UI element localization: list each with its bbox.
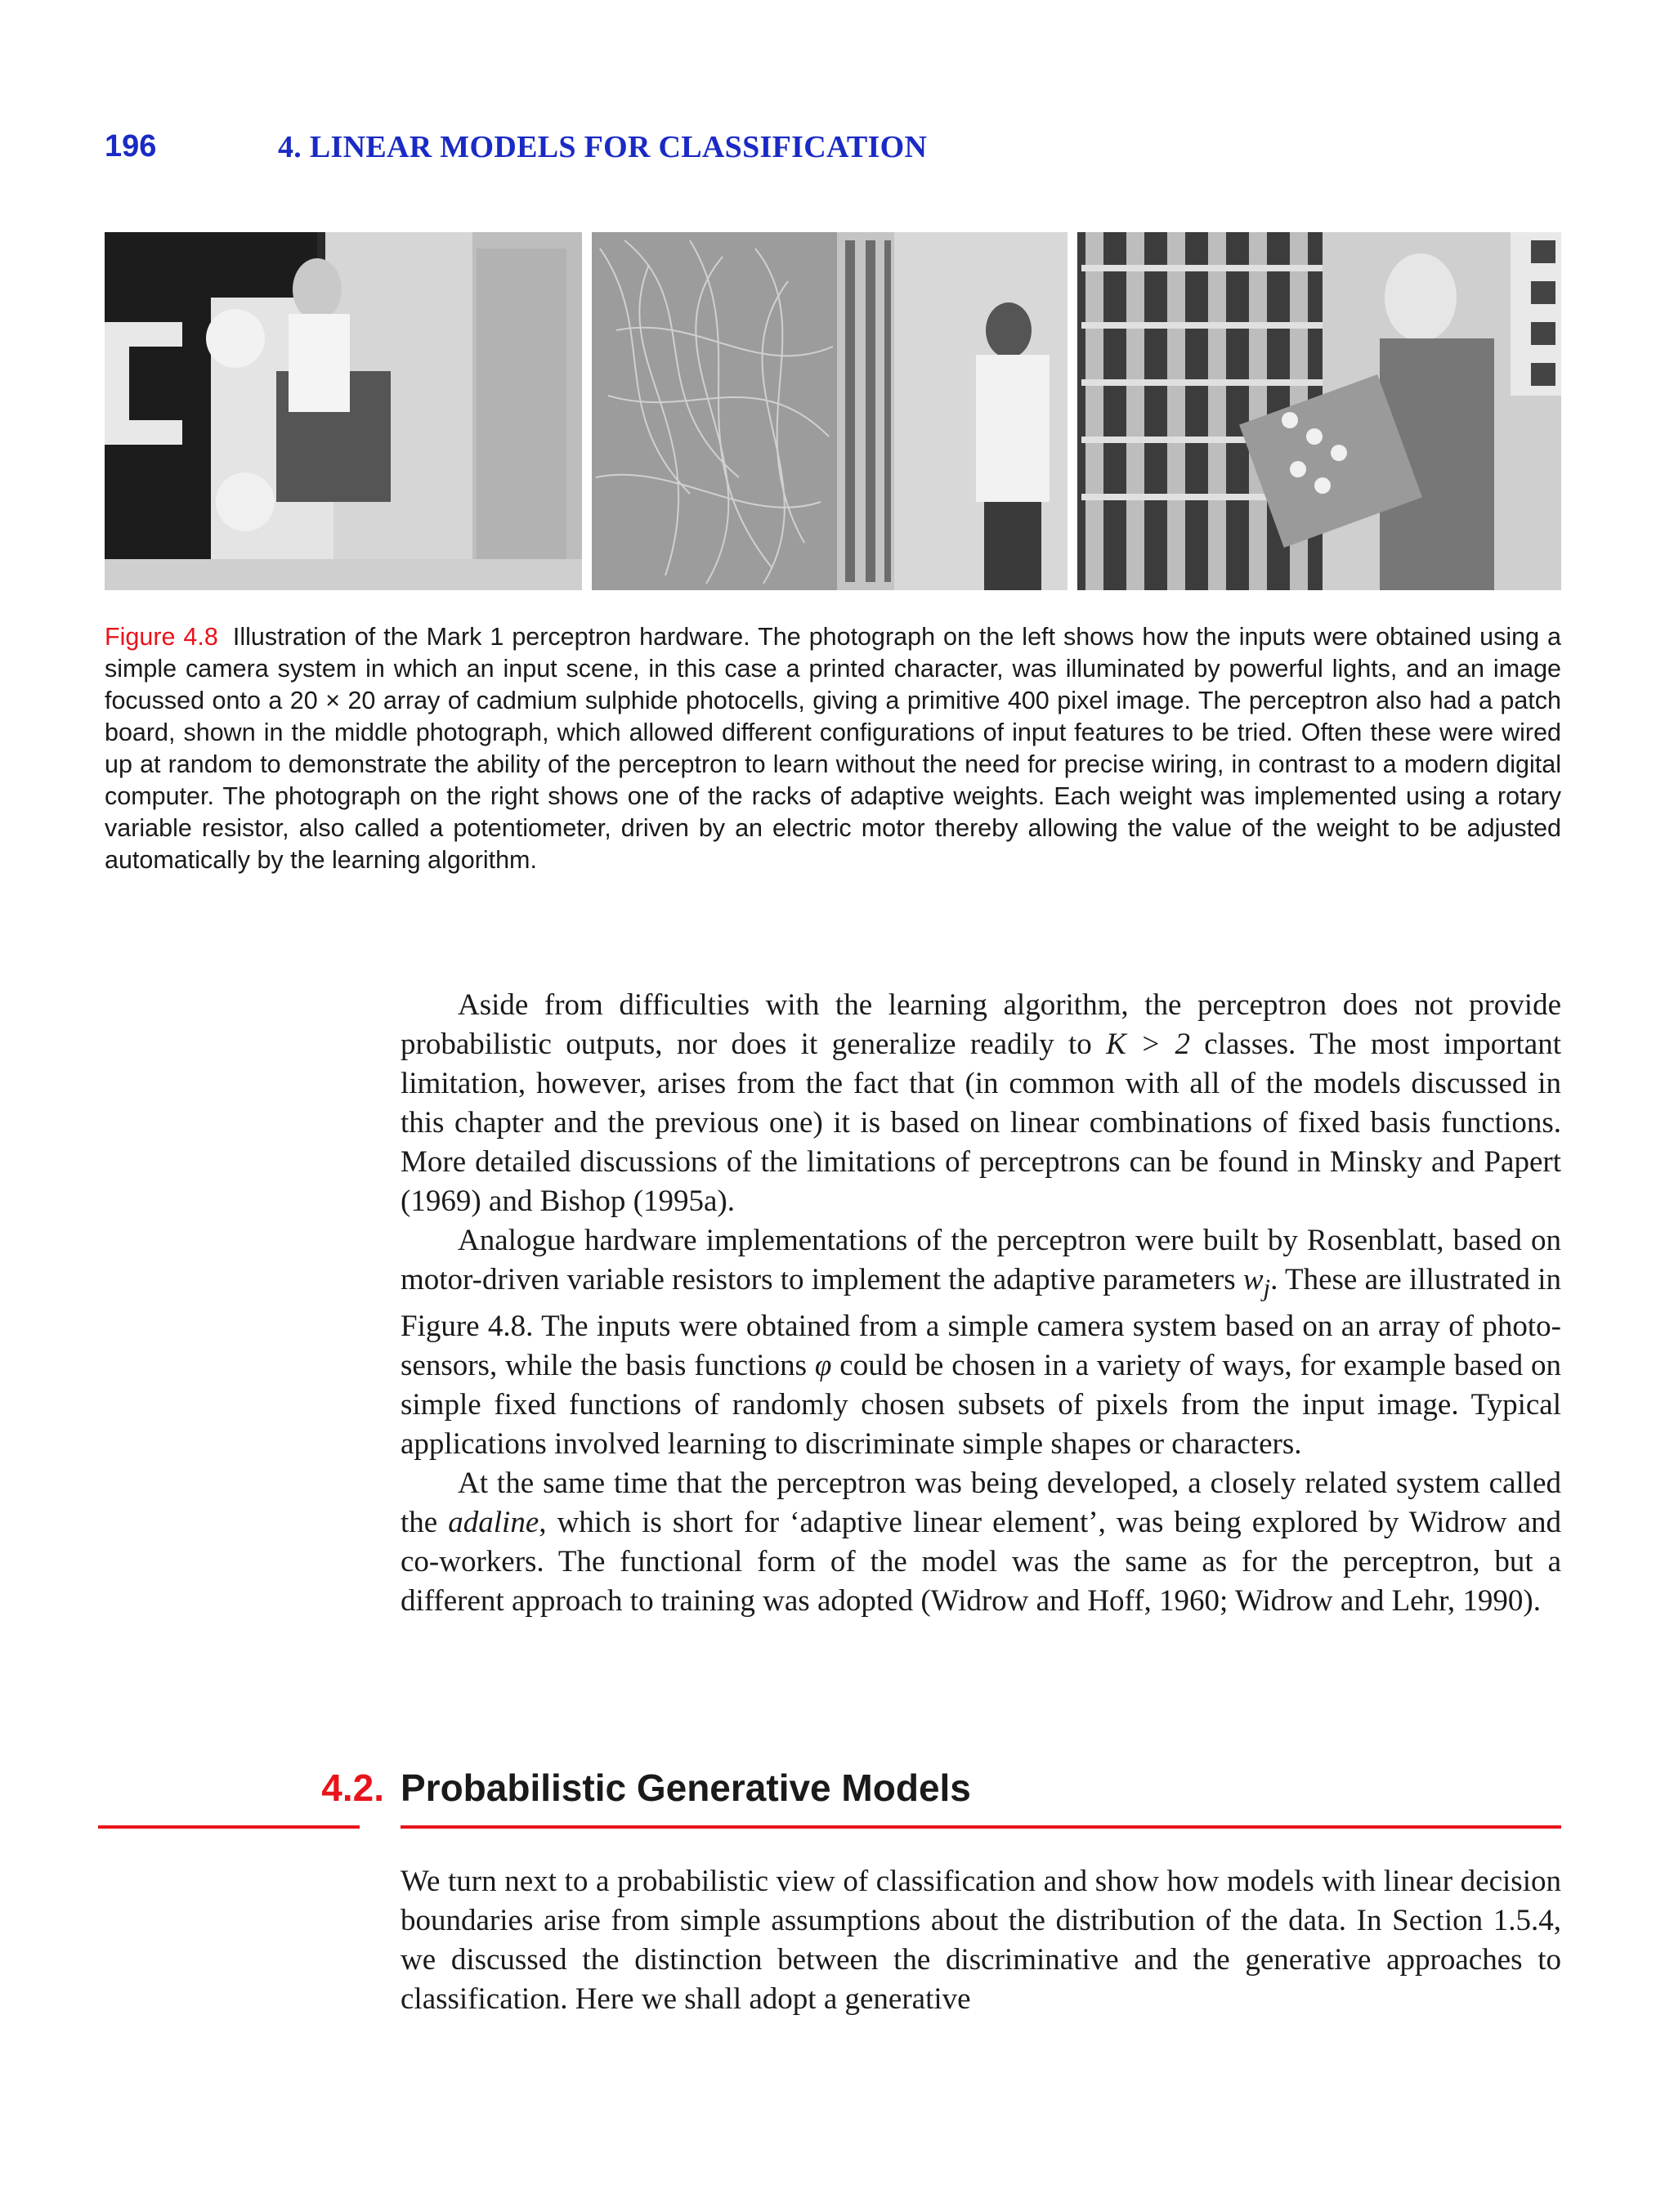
paragraph-generative-intro: We turn next to a probabilistic view of classification and show how models with linear decision boundaries arise from simple assumptions about the distribution of the data. In Section 1.5.4, we discussed the distinction between the discriminative and the generative approaches to classification. Here we shall adopt a generative: [401, 1865, 1561, 2016]
text-run: Analogue hardware implementations of the perceptron were built by Rosenblatt, based on motor-driven variable resistors to implement the adaptive parameters: [401, 1224, 1561, 1296]
chapter-title: 4. LINEAR MODELS FOR CLASSIFICATION: [278, 130, 928, 164]
text-run: . These are illustrated in Figure 4.8. The inputs were obtained from a simple camera system based on an array of photo-sensors, while the basis functions: [401, 1263, 1561, 1383]
figure-label: Figure 4.8: [105, 623, 218, 651]
figure-photos: [105, 232, 1561, 590]
section-rule-left: [98, 1825, 360, 1829]
term-adaline: adaline: [448, 1506, 539, 1540]
text-run: Aside from difficulties with the learning algorithm, the perceptron does not provide probabilistic outputs, nor does it generalize readily to: [401, 988, 1561, 1061]
math-w: w: [1242, 1263, 1264, 1296]
section-heading: [98, 1766, 1561, 1831]
section-rule-right: [401, 1825, 1561, 1829]
section-title: Probabilistic Generative Models: [401, 1766, 971, 1809]
text-run: classes. The most important limitation, however, arises from the fact that (in common with all of the models discussed in this chapter and the previous one) it is based on linear combinations of fixed basis functions. More detailed discussions of the limitations of perceptrons can be found in Minsky and Papert (1969) and Bishop (1995a).: [401, 1028, 1562, 1218]
figure-caption: [105, 621, 1561, 876]
paragraph-analogue-hardware: [401, 1221, 1561, 1464]
photo-patch-board: [592, 232, 1068, 590]
section-body-text: [401, 1862, 1561, 2019]
text-run: could be chosen in a variety of ways, for example based on simple fixed functions of randomly chosen subsets of pixels from the input image. Typical applications involved learning to discriminate simple shapes or characters.: [401, 1349, 1562, 1462]
paragraph-perceptron-limitations: [401, 986, 1561, 1221]
section-number: 4.2.: [321, 1766, 384, 1809]
photo-adaptive-weights-rack: [1077, 232, 1561, 590]
figure-caption-text: Illustration of the Mark 1 perceptron hardware. The photograph on the left shows how the inputs were obtained using a simple camera system in which an input scene, in this case a printed character, was illuminated by powerful lights, and an image focussed onto a 20 × 20 array of cadmium sulphide photocells, giving a primitive 400 pixel image. The perceptron also had a patch board, shown in the middle photograph, which allowed different configurations of input features to be tried. Often these were wired up at random to demonstrate the ability of the perceptron to learn without the need for precise wiring, in contrast to a modern digital computer. The photograph on the right shows one of the racks of adaptive weights. Each weight was implemented using a rotary variable resistor, also called a potentiometer, driven by an electric motor thereby allowing the value of the weight to be adjusted automatically by the learning algorithm.: [105, 623, 1562, 874]
page-number: 196: [105, 129, 157, 163]
math-wj: [1242, 1263, 1271, 1302]
text-run: , which is short for ‘adaptive linear element’, was being explored by Widrow and co-workers. The functional form of the model was the same as for the perceptron, but a different approach to training was adopted (Widrow and Hoff, 1960; Widrow and Lehr, 1990).: [401, 1506, 1561, 1619]
math-subscript-j: j: [1263, 1274, 1271, 1302]
paragraph-adaline: [401, 1464, 1561, 1621]
body-text: [401, 986, 1561, 1621]
photo-camera-system: [105, 232, 582, 590]
math-phi: φ: [814, 1349, 832, 1383]
page-header: [105, 129, 1569, 175]
math-k-gt-2: K > 2: [1106, 1028, 1190, 1061]
text-run: At the same time that the perceptron was being developed, a closely related system called the: [401, 1466, 1561, 1540]
